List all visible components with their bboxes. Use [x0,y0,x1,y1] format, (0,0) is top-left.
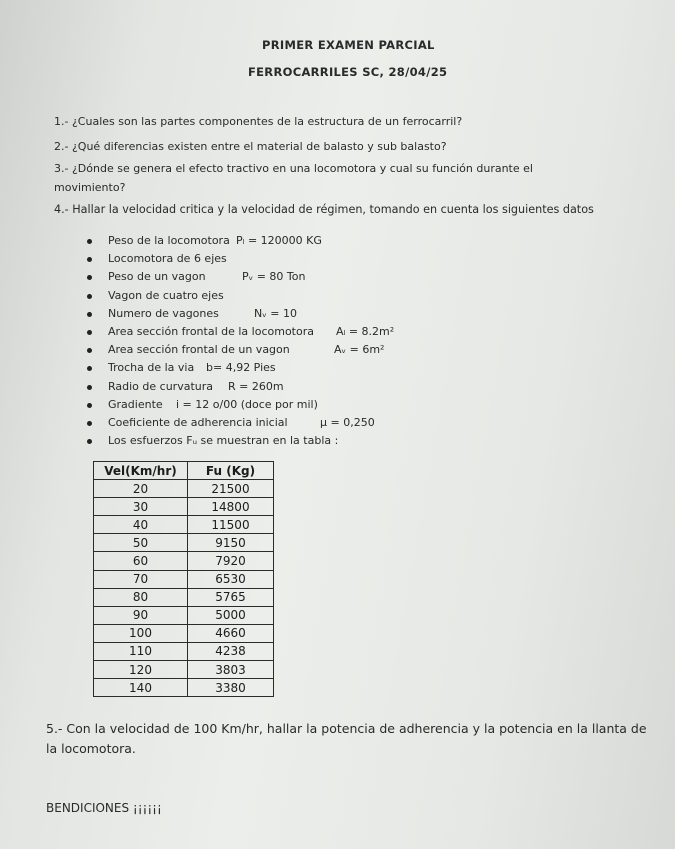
data-label: Trocha de la via [108,361,195,375]
velocity-cell: 60 [94,552,188,570]
fu-cell: 11500 [188,516,274,534]
data-value: Pᵥ = 80 Ton [242,270,306,284]
table-header-row [94,462,274,480]
fu-cell: 3380 [188,679,274,697]
exam-title: PRIMER EXAMEN PARCIAL [262,38,435,52]
data-label: Los esfuerzos Fᵤ se muestran en la tabla : [108,434,339,448]
question-4: 4.- Hallar la velocidad critica y la velocidad de régimen, tomando en cuenta los siguientes datos [54,203,594,216]
fu-cell: 4238 [188,642,274,660]
data-label: Peso de la locomotora [108,234,230,247]
table-row [94,570,274,588]
question-1: 1.- ¿Cuales son las partes componentes de la estructura de un ferrocarril? [54,115,463,128]
fu-cell: 21500 [188,480,274,498]
data-label: Locomotora de 6 ejes [108,252,227,266]
list-item [86,432,394,450]
table-row [94,624,274,642]
table-row [94,642,274,660]
table-row [94,606,274,624]
effort-table [93,461,274,697]
fu-cell: 14800 [188,498,274,516]
data-value: Aᵥ = 6m² [334,343,385,357]
data-value: i = 12 o/00 (doce por mil) [176,397,318,411]
list-item [86,268,394,286]
velocity-cell: 90 [94,606,188,624]
fu-cell: 4660 [188,624,274,642]
data-list [86,232,394,450]
table-row [94,679,274,697]
list-item [86,305,394,323]
data-value: Pₗ = 120000 KG [236,234,322,247]
fu-cell: 9150 [188,534,274,552]
list-item [86,232,394,250]
data-label: Numero de vagones [108,306,219,320]
data-label: Coeficiente de adherencia inicial [108,415,288,429]
data-value: Nᵥ = 10 [254,306,298,320]
question-3-line-2: movimiento? [54,181,126,194]
data-label: Area sección frontal de un vagon [108,343,290,357]
list-item [86,359,394,377]
table-row [94,552,274,570]
velocity-cell: 100 [94,624,188,642]
velocity-cell: 50 [94,534,188,552]
list-item [86,287,394,305]
table-row [94,588,274,606]
list-item [86,414,394,432]
question-2: 2.- ¿Qué diferencias existen entre el material de balasto y sub balasto? [54,140,447,153]
table-row [94,534,274,552]
list-item [86,323,394,341]
data-label: Radio de curvatura [108,379,213,393]
velocity-cell: 120 [94,661,188,679]
data-label: Area sección frontal de la locomotora [108,324,314,338]
fu-cell: 5000 [188,606,274,624]
question-5-line-2: la locomotora. [46,741,136,756]
fu-cell: 5765 [188,588,274,606]
table-row [94,516,274,534]
fu-cell: 3803 [188,661,274,679]
velocity-cell: 80 [94,588,188,606]
list-item [86,396,394,414]
velocity-cell: 70 [94,570,188,588]
table-row [94,661,274,679]
table-row [94,498,274,516]
data-label: Vagon de cuatro ejes [108,288,224,302]
data-value: b= 4,92 Pies [206,361,276,375]
data-label: Peso de un vagon [108,270,206,284]
fu-cell: 7920 [188,552,274,570]
velocity-cell: 140 [94,679,188,697]
column-header-fu: Fu (Kg) [188,462,274,480]
velocity-cell: 20 [94,480,188,498]
fu-cell: 6530 [188,570,274,588]
data-value: μ = 0,250 [320,415,375,429]
velocity-cell: 40 [94,516,188,534]
question-3-line-1: 3.- ¿Dónde se genera el efecto tractivo en una locomotora y cual su función durante el [54,162,533,175]
column-header-velocity: Vel(Km/hr) [94,462,188,480]
velocity-cell: 30 [94,498,188,516]
data-value: R = 260m [228,379,284,393]
list-item [86,250,394,268]
list-item [86,378,394,396]
velocity-cell: 110 [94,642,188,660]
closing-blessing: BENDICIONES ¡¡¡¡¡¡ [46,801,162,815]
data-value: Aₗ = 8.2m² [336,324,395,338]
exam-subtitle: FERROCARRILES SC, 28/04/25 [248,65,448,79]
table-row [94,480,274,498]
question-5-line-1: 5.- Con la velocidad de 100 Km/hr, hallar la potencia de adherencia y la potencia en la llanta de [46,721,647,736]
data-label: Gradiente [108,397,163,411]
list-item [86,341,394,359]
